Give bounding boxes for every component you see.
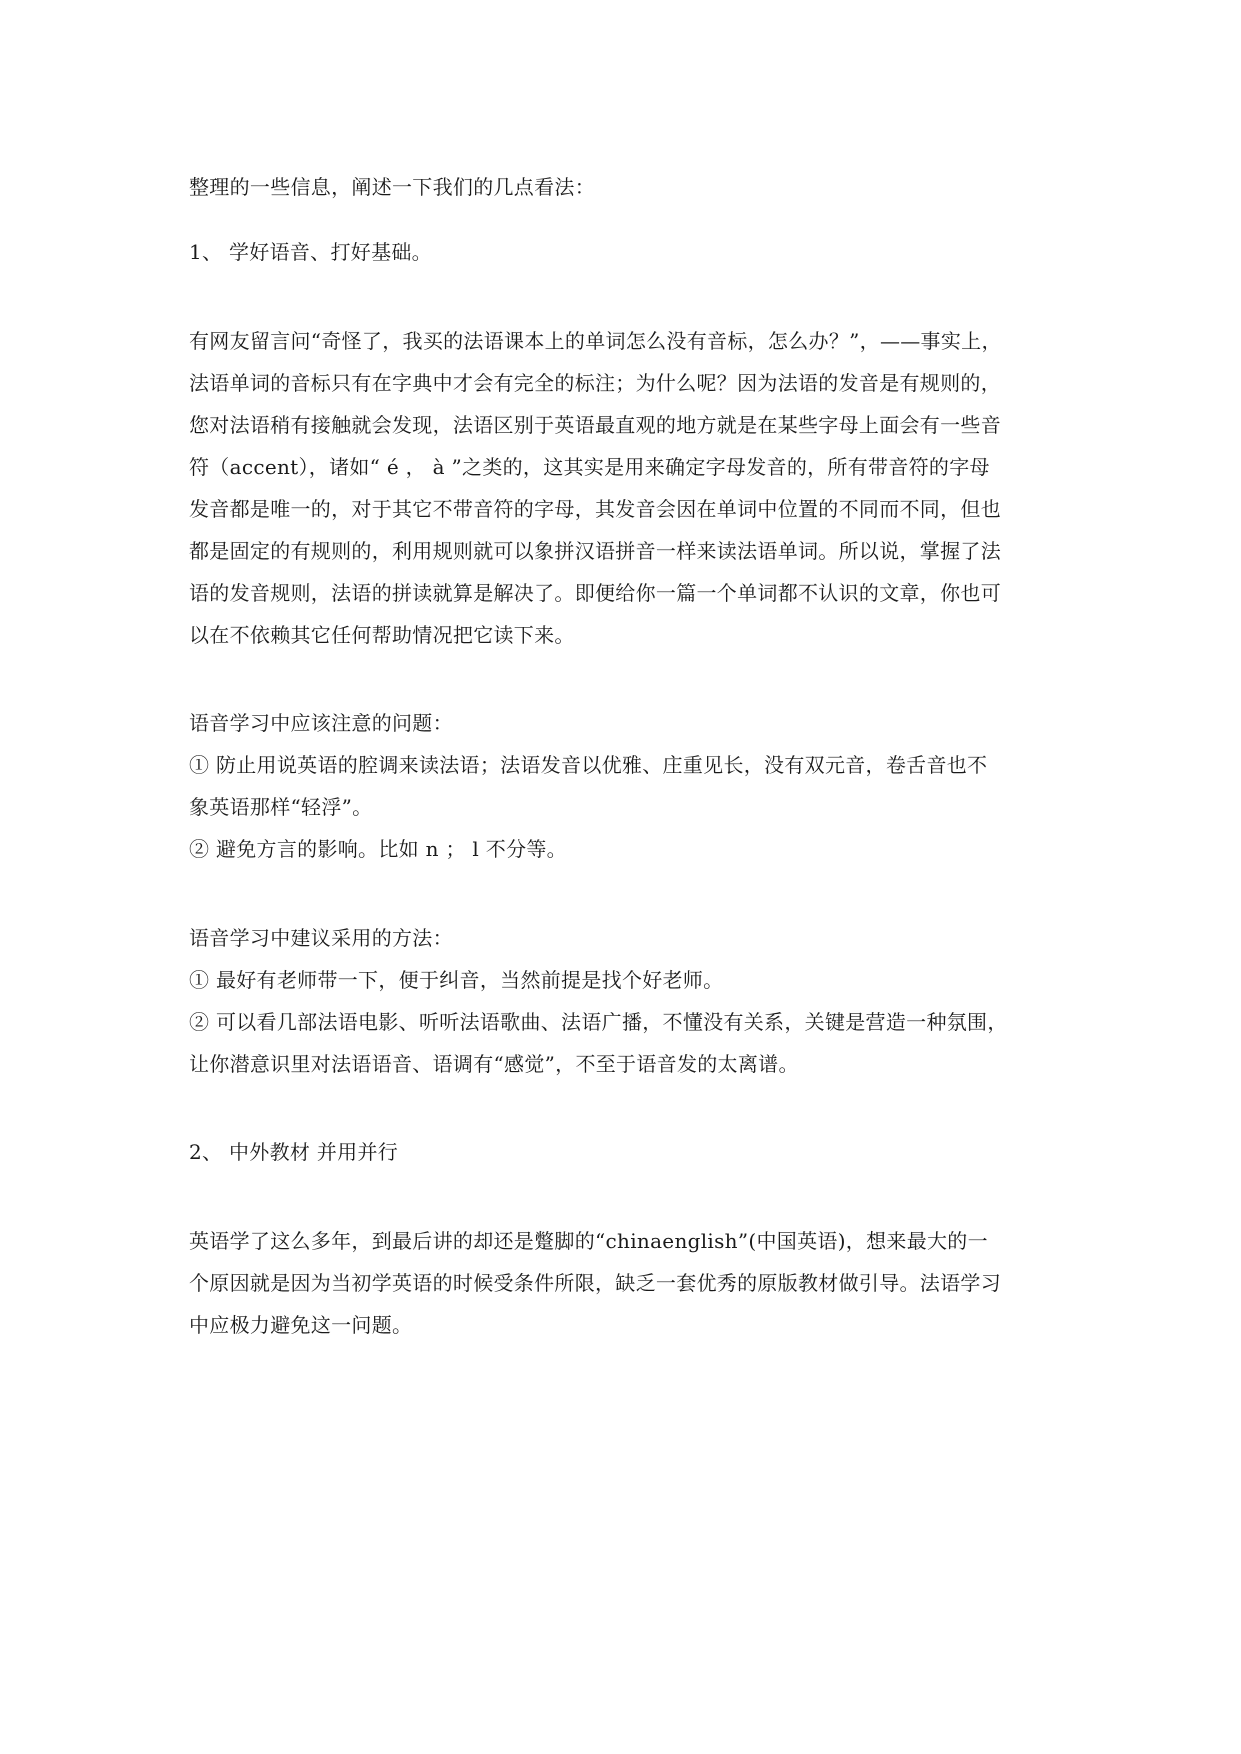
methods-heading: 语音学习中建议采用的方法：	[189, 926, 453, 950]
methods-item: ① 最好有老师带一下，便于纠音，当然前提是找个好老师。	[189, 968, 724, 992]
section-2-heading: 2、 中外教材 并用并行	[189, 1140, 399, 1164]
paragraph-1-line: 您对法语稍有接触就会发现，法语区别于英语最直观的地方就是在某些字母上面会有一些音	[189, 413, 1001, 437]
methods-item: 让你潜意识里对法语语音、语调有“感觉”，不至于语音发的太离谱。	[189, 1052, 799, 1076]
paragraph-1-line: 语的发音规则，法语的拼读就算是解决了。即便给你一篇一个单词都不认识的文章，你也可	[189, 581, 1001, 605]
paragraph-1-line: 法语单词的音标只有在字典中才会有完全的标注；为什么呢？因为法语的发音是有规则的，	[189, 371, 1001, 395]
paragraph-2-line: 英语学了这么多年，到最后讲的却还是蹩脚的“chinaenglish”(中国英语)，想来最大的一	[189, 1229, 988, 1253]
paragraph-1-line: 符（accent），诸如“ é ， à ”之类的，这其实是用来确定字母发音的，所有带音符的字母	[189, 455, 990, 479]
paragraph-1-line: 以在不依赖其它任何帮助情况把它读下来。	[189, 623, 575, 647]
notes-item: 象英语那样“轻浮”。	[189, 795, 373, 819]
paragraph-1-line: 都是固定的有规则的，利用规则就可以象拼汉语拼音一样来读法语单词。所以说，掌握了法	[189, 539, 1001, 563]
methods-item: ② 可以看几部法语电影、听听法语歌曲、法语广播，不懂没有关系，关键是营造一种氛围，	[189, 1010, 1008, 1034]
paragraph-1-line: 发音都是唯一的，对于其它不带音符的字母，其发音会因在单词中位置的不同而不同，但也	[189, 497, 1001, 521]
notes-heading: 语音学习中应该注意的问题：	[189, 711, 453, 735]
paragraph-2-line: 中应极力避免这一问题。	[189, 1313, 413, 1337]
intro-text: 整理的一些信息，阐述一下我们的几点看法：	[189, 175, 595, 199]
paragraph-2-line: 个原因就是因为当初学英语的时候受条件所限，缺乏一套优秀的原版教材做引导。法语学习	[189, 1271, 1001, 1295]
notes-item: ② 避免方言的影响。比如 n ； l 不分等。	[189, 837, 567, 861]
section-1-heading: 1、 学好语音、打好基础。	[189, 240, 432, 264]
notes-item: ① 防止用说英语的腔调来读法语；法语发音以优雅、庄重见长，没有双元音，卷舌音也不	[189, 753, 988, 777]
paragraph-1-line: 有网友留言问“奇怪了，我买的法语课本上的单词怎么没有音标，怎么办？”，——事实上，	[189, 329, 1002, 353]
